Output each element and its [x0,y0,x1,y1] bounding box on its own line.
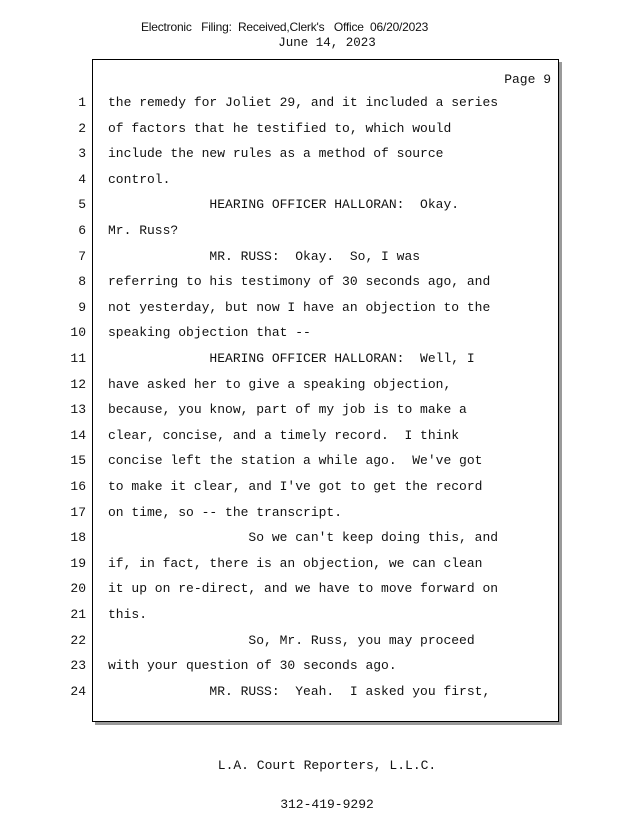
line-number: 3 [78,146,86,161]
line-number: 20 [70,581,86,596]
line-number: 22 [70,633,86,648]
line-number: 19 [70,556,86,571]
footer-company: L.A. Court Reporters, L.L.C. [217,758,437,773]
line-text: speaking objection that -- [108,325,311,340]
line-number: 12 [70,377,86,392]
line-number: 5 [78,197,86,212]
line-number: 9 [78,300,86,315]
line-number: 2 [78,121,86,136]
filing-stamp: Electronic Filing: Received,Clerk's Office 06/20/2023 [141,20,429,34]
line-text: of factors that he testified to, which would [108,121,452,136]
line-text: because, you know, part of my job is to make a [108,402,467,417]
line-text: the remedy for Joliet 29, and it included a series [108,95,499,110]
line-number: 24 [70,684,86,699]
line-text: if, in fact, there is an objection, we can clean [108,556,483,571]
line-number: 17 [70,505,86,520]
line-number: 10 [70,325,86,340]
line-text: HEARING OFFICER HALLORAN: Okay. [108,197,460,212]
transcript-date: June 14, 2023 [278,36,376,50]
line-text: have asked her to give a speaking objection, [108,377,452,392]
line-number: 8 [78,274,86,289]
line-number: 16 [70,479,86,494]
line-text: MR. RUSS: Okay. So, I was [108,249,421,264]
line-text: not yesterday, but now I have an objection to the [108,300,491,315]
line-text: control. [108,172,171,187]
line-text: clear, concise, and a timely record. I think [108,428,460,443]
line-text: HEARING OFFICER HALLORAN: Well, I [108,351,475,366]
line-text: with your question of 30 seconds ago. [108,658,397,673]
footer [18,733,618,824]
line-number: 4 [78,172,86,187]
line-number: 6 [78,223,86,238]
page-number: Page 9 [504,72,551,87]
line-text: Mr. Russ? [108,223,179,238]
line-text: So, Mr. Russ, you may proceed [108,633,475,648]
line-text: include the new rules as a method of source [108,146,444,161]
line-text: referring to his testimony of 30 seconds ago, and [108,274,491,289]
line-number: 21 [70,607,86,622]
footer-phone: 312-419-9292 [280,797,374,812]
line-number: 15 [70,453,86,468]
line-number: 14 [70,428,86,443]
line-number: 13 [70,402,86,417]
line-text: this. [108,607,148,622]
line-text: to make it clear, and I've got to get the record [108,479,483,494]
line-text: concise left the station a while ago. We've got [108,453,483,468]
line-number: 11 [70,351,86,366]
line-text: on time, so -- the transcript. [108,505,343,520]
line-text: MR. RUSS: Yeah. I asked you first, [108,684,491,699]
line-text: So we can't keep doing this, and [108,530,499,545]
line-number: 1 [78,95,86,110]
line-number: 18 [70,530,86,545]
line-text: it up on re-direct, and we have to move forward on [108,581,499,596]
line-number: 7 [78,249,86,264]
line-number: 23 [70,658,86,673]
